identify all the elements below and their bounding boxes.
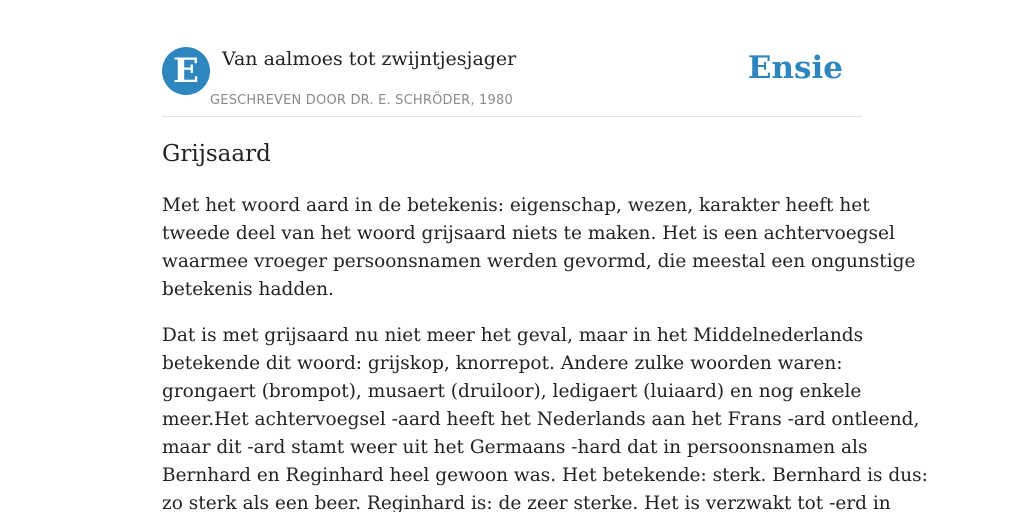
page-title: Grijsaard — [162, 141, 271, 167]
book-title[interactable]: Van aalmoes tot zwijntjesjager — [222, 48, 517, 70]
text-line: betekenis hadden. — [162, 279, 334, 300]
text-line: zo sterk als een beer. Reginhard is: de zeer sterke. Het is verzwakt tot -erd in — [162, 493, 891, 512]
article-body — [162, 192, 928, 512]
brand-logo[interactable]: Ensie — [747, 50, 843, 86]
text-line: betekende dit woord: grijskop, knorrepot. Andere zulke woorden waren: — [162, 353, 843, 374]
text-line: Bernhard en Reginhard heel gewoon was. Het betekende: sterk. Bernhard is dus: — [162, 465, 928, 486]
logo-icon[interactable]: E — [162, 47, 210, 95]
text-line: Dat is met grijsaard nu niet meer het geval, maar in het Middelnederlands — [162, 325, 864, 346]
paragraph — [162, 192, 916, 304]
text-line: meer.Het achtervoegsel -aard heeft het Nederlands aan het Frans -ard ontleend, — [162, 409, 920, 430]
text-line: grongaert (brompot), musaert (druiloor), ledigaert (luiaard) en nog enkele — [162, 381, 862, 402]
header — [162, 46, 862, 117]
text-line: tweede deel van het woord grijsaard niets te maken. Het is een achtervoegsel — [162, 223, 895, 244]
paragraph — [162, 322, 928, 512]
byline: GESCHREVEN DOOR DR. E. SCHRÖDER, 1980 — [210, 93, 513, 108]
text-line: maar dit -ard stamt weer uit het Germaans -hard dat in persoonsnamen als — [162, 437, 868, 458]
text-line: Met het woord aard in de betekenis: eigenschap, wezen, karakter heeft het — [162, 195, 870, 216]
text-line: waarmee vroeger persoonsnamen werden gevormd, die meestal een ongunstige — [162, 251, 916, 272]
